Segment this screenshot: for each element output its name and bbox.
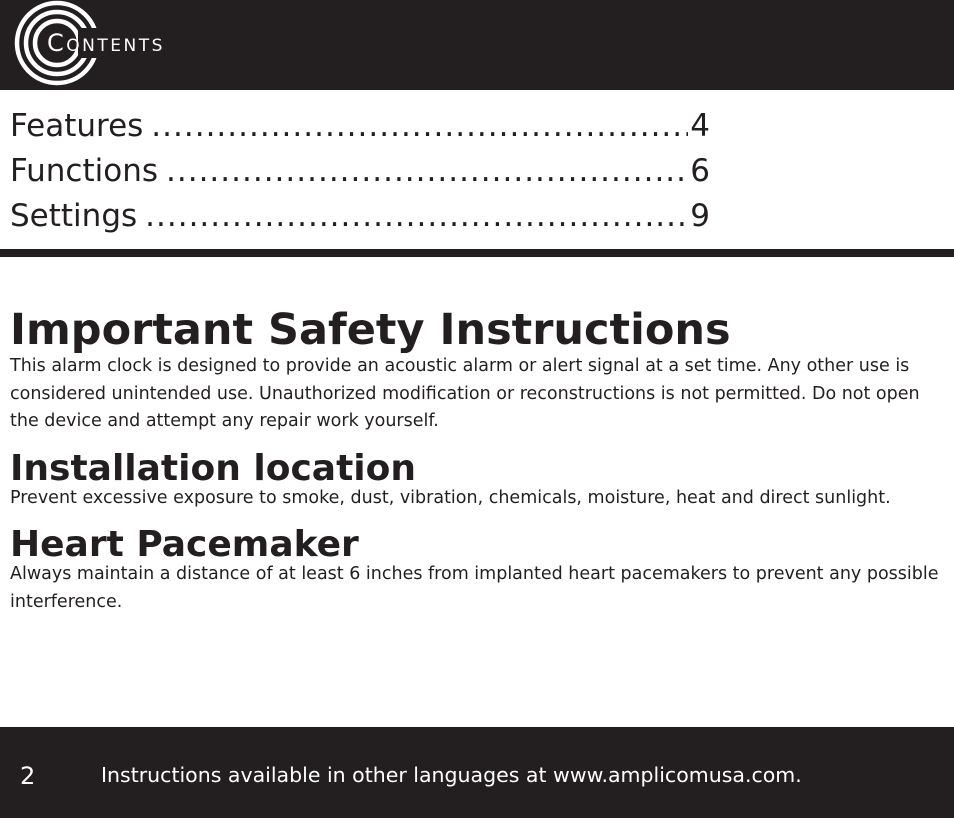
section-divider [0,249,954,257]
heart-pacemaker-text: Always maintain a distance of at least 6 inches from implanted heart pacemakers to prevent any possible interference. [10,564,939,612]
safety-instructions-section [10,304,945,436]
toc-entry-page: 9 [690,198,710,234]
toc-entry-functions[interactable] [10,149,710,194]
installation-location-text: Prevent excessive exposure to smoke, dust, vibration, chemicals, moisture, heat and direct sunlight. [10,487,891,508]
toc-leader-dots [145,194,688,239]
contents-heading: Contents [47,29,165,57]
safety-content [10,304,945,616]
toc-entry-features[interactable] [10,104,710,149]
page-footer [0,727,954,818]
toc-entry-settings[interactable] [10,194,710,239]
installation-location-heading: Installation location [10,447,416,489]
table-of-contents [10,104,710,239]
toc-entry-page: 6 [690,153,710,189]
page-number: 2 [20,762,36,790]
safety-instructions-heading: Important Safety Instructions [10,305,731,355]
page-header [0,0,954,90]
toc-entry-title: Functions [10,153,159,189]
toc-entry-title: Settings [10,198,138,234]
safety-instructions-text: This alarm clock is designed to provide an acoustic alarm or alert signal at a set time. Any other use is considered unintended use. Unauthorized modification or reconstructions is not permitted. Do not open the device and attempt any repair work yourself. [10,356,920,431]
toc-leader-dots [151,104,688,149]
toc-leader-dots [166,149,688,194]
toc-entry-title: Features [10,108,144,144]
heart-pacemaker-section [10,523,945,616]
heart-pacemaker-heading: Heart Pacemaker [10,524,359,565]
languages-note: Instructions available in other languages at www.amplicomusa.com. [101,763,802,787]
toc-entry-page: 4 [690,108,710,144]
installation-location-section [10,447,945,513]
